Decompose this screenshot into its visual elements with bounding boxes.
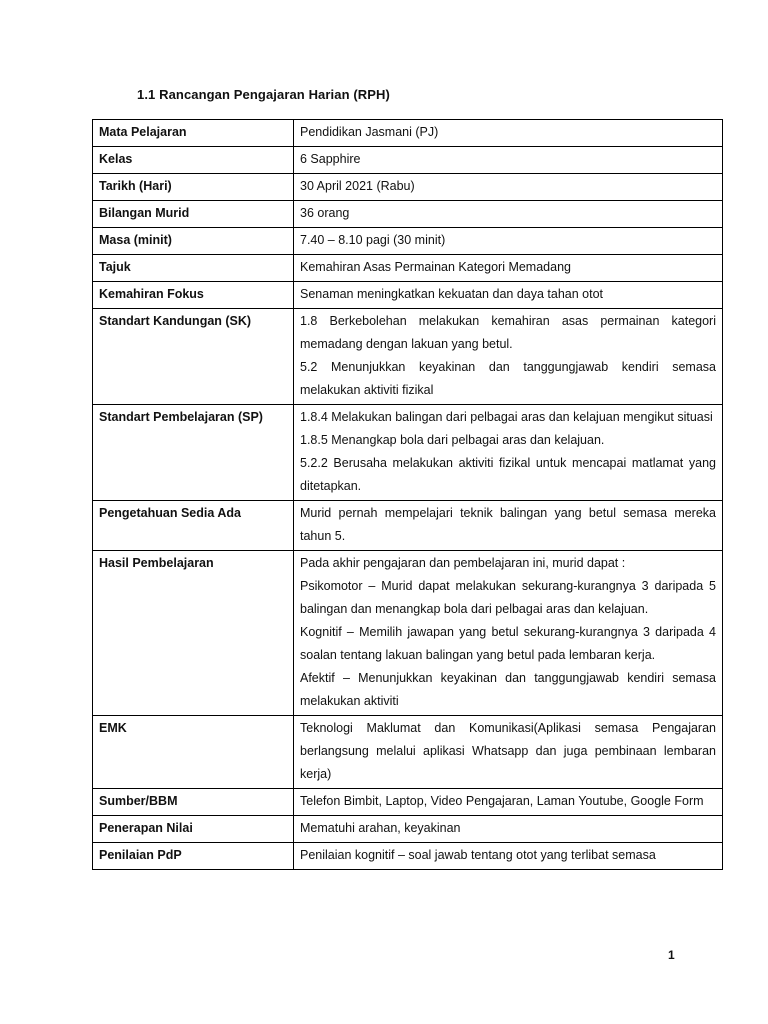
row-value (294, 120, 723, 147)
row-value-paragraph: Telefon Bimbit, Laptop, Video Pengajaran, Laman Youtube, Google Form (300, 794, 704, 808)
row-value-paragraph: 36 orang (300, 206, 350, 220)
row-value (294, 551, 723, 716)
table-row (93, 282, 723, 309)
row-value-paragraph: 5.2.2 Berusaha melakukan aktiviti fizikal untuk mencapai matlamat yang ditetapkan. (300, 456, 716, 493)
table-row (93, 551, 723, 716)
row-label: Hasil Pembelajaran (93, 551, 294, 716)
row-value-paragraph: Penilaian kognitif – soal jawab tentang otot yang terlibat semasa (300, 848, 656, 862)
row-label: Sumber/BBM (93, 789, 294, 816)
row-label: Pengetahuan Sedia Ada (93, 501, 294, 551)
row-value-paragraph: 6 Sapphire (300, 152, 361, 166)
row-label: EMK (93, 716, 294, 789)
table-row (93, 120, 723, 147)
row-value (294, 309, 723, 405)
row-value (294, 174, 723, 201)
row-label: Penilaian PdP (93, 843, 294, 870)
row-label: Kelas (93, 147, 294, 174)
row-value-paragraph: Pendidikan Jasmani (PJ) (300, 125, 439, 139)
row-value (294, 405, 723, 501)
row-value-paragraph: Mematuhi arahan, keyakinan (300, 821, 461, 835)
row-value-paragraph: 5.2 Menunjukkan keyakinan dan tanggungjawab kendiri semasa melakukan aktiviti fizikal (300, 360, 716, 397)
row-value-paragraph: 1.8.4 Melakukan balingan dari pelbagai aras dan kelajuan mengikut situasi (300, 410, 713, 424)
row-label: Standart Pembelajaran (SP) (93, 405, 294, 501)
row-value-paragraph: 1.8.5 Menangkap bola dari pelbagai aras dan kelajuan. (300, 433, 605, 447)
table-row (93, 405, 723, 501)
row-value-paragraph: 1.8 Berkebolehan melakukan kemahiran asas permainan kategori memadang dengan lakuan yang betul. (300, 314, 716, 351)
row-label: Tajuk (93, 255, 294, 282)
table-row (93, 716, 723, 789)
row-value (294, 255, 723, 282)
row-value-paragraph: Psikomotor – Murid dapat melakukan sekurang-kurangnya 3 daripada 5 balingan dan menangkap bola dari pelbagai aras dan kelajuan. (300, 579, 716, 616)
page-number: 1 (668, 948, 675, 962)
table-row (93, 255, 723, 282)
row-value-paragraph: Afektif – Menunjukkan keyakinan dan tanggungjawab kendiri semasa melakukan aktiviti (300, 671, 716, 708)
row-value (294, 201, 723, 228)
row-label: Masa (minit) (93, 228, 294, 255)
table-row (93, 201, 723, 228)
table-row (93, 147, 723, 174)
lesson-plan-table (92, 119, 723, 870)
row-value (294, 282, 723, 309)
row-label: Standart Kandungan (SK) (93, 309, 294, 405)
table-row (93, 789, 723, 816)
row-value-paragraph: 30 April 2021 (Rabu) (300, 179, 415, 193)
row-value-paragraph: 7.40 – 8.10 pagi (30 minit) (300, 233, 446, 247)
row-value-paragraph: Kemahiran Asas Permainan Kategori Memadang (300, 260, 571, 274)
table-row (93, 843, 723, 870)
row-value (294, 716, 723, 789)
lesson-plan-table-body (93, 120, 723, 870)
row-value-paragraph: Murid pernah mempelajari teknik balingan yang betul semasa mereka tahun 5. (300, 506, 716, 543)
row-label: Bilangan Murid (93, 201, 294, 228)
row-value (294, 816, 723, 843)
table-row (93, 174, 723, 201)
row-value (294, 501, 723, 551)
row-value (294, 843, 723, 870)
table-row (93, 816, 723, 843)
table-row (93, 501, 723, 551)
table-row (93, 309, 723, 405)
row-label: Penerapan Nilai (93, 816, 294, 843)
row-label: Kemahiran Fokus (93, 282, 294, 309)
row-value (294, 147, 723, 174)
page-title: 1.1 Rancangan Pengajaran Harian (RPH) (137, 87, 390, 102)
row-value (294, 228, 723, 255)
row-value-paragraph: Teknologi Maklumat dan Komunikasi(Aplikasi semasa Pengajaran berlangsung melalui aplikasi Whatsapp dan juga pembinaan lembaran kerja) (300, 721, 716, 781)
row-label: Tarikh (Hari) (93, 174, 294, 201)
row-value-paragraph: Kognitif – Memilih jawapan yang betul sekurang-kurangnya 3 daripada 4 soalan tentang lakuan balingan yang betul pada lembaran kerja. (300, 625, 716, 662)
row-value-paragraph: Pada akhir pengajaran dan pembelajaran ini, murid dapat : (300, 556, 626, 570)
row-value-paragraph: Senaman meningkatkan kekuatan dan daya tahan otot (300, 287, 603, 301)
row-label: Mata Pelajaran (93, 120, 294, 147)
table-row (93, 228, 723, 255)
row-value (294, 789, 723, 816)
